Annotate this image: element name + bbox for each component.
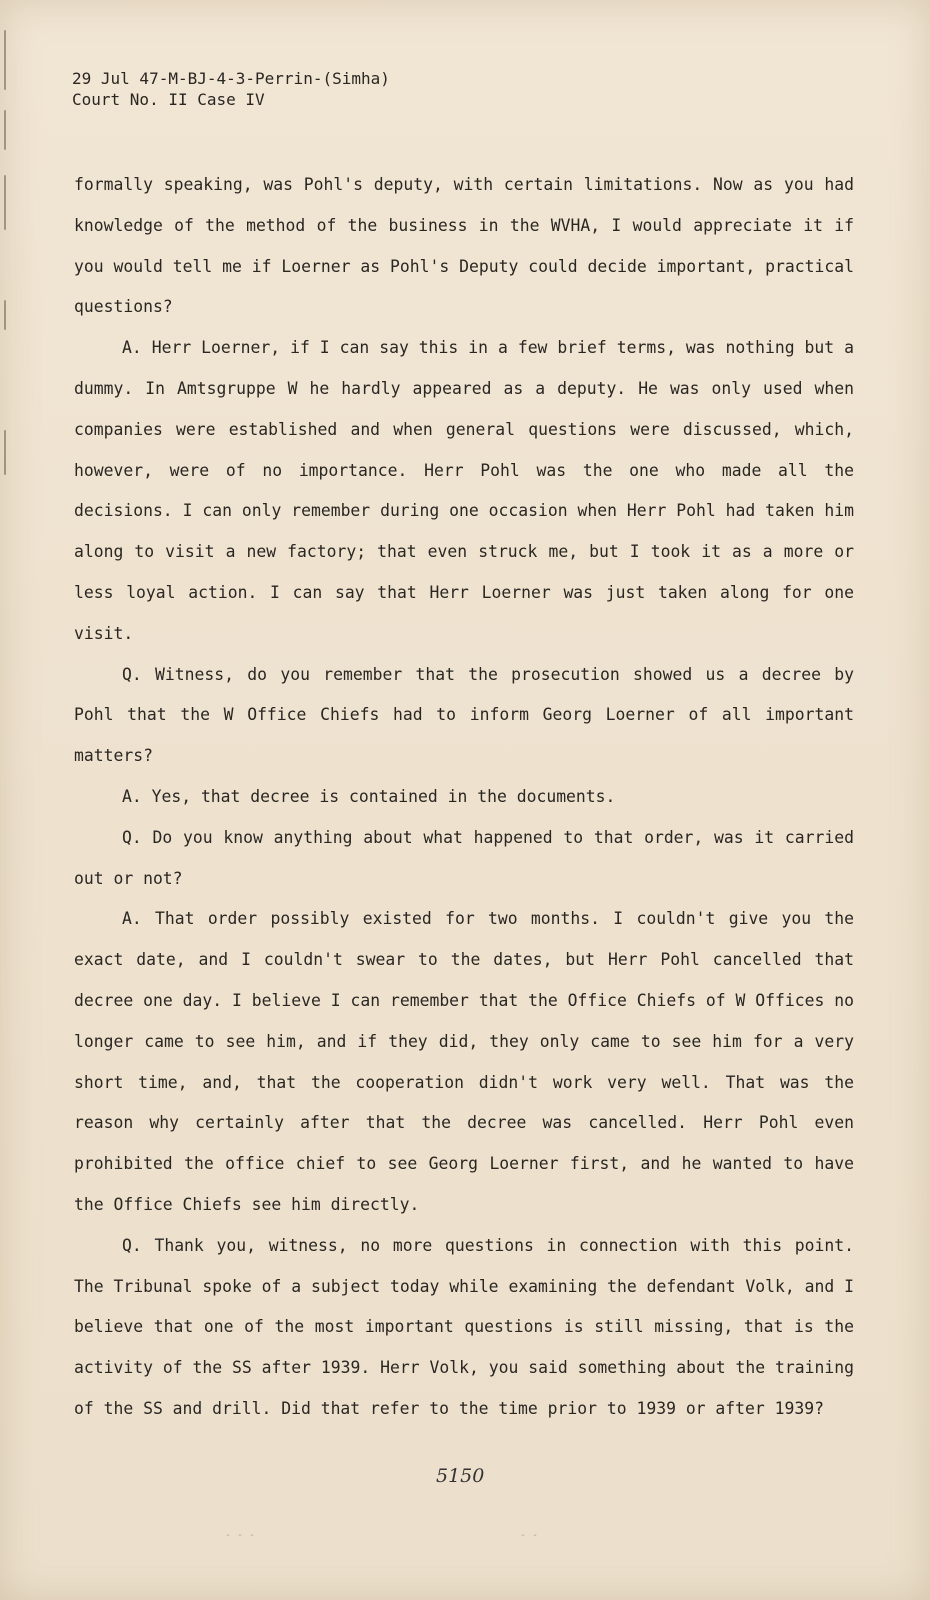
page-number: 5150 bbox=[436, 1465, 485, 1487]
transcript-paragraph: A. Herr Loerner, if I can say this in a few brief terms, was nothing but a dummy. In Amtsgruppe W he hardly appeared as a deputy. He was only used when companies were established and when general questions were discussed, which, however, were of no importance. Herr Pohl was the one who made all the decisions. I can only remember during one occasion when Herr Pohl had taken him along to visit a new factory; that even struck me, but I took it as a more or less loyal action. I can say that Herr Loerner was just taken along for one visit. bbox=[74, 338, 854, 643]
transcript-paragraph: A. That order possibly existed for two months. I couldn't give you the exact date, and I couldn't swear to the dates, but Herr Pohl cancelled that decree one day. I believe I can remember that the Office Chiefs of W Offices no longer came to see him, and if they did, they only came to see him for a very short time, and, that the cooperation didn't work very well. That was the reason why certainly after that the decree was cancelled. Herr Pohl even prohibited the office chief to see Georg Loerner first, and he wanted to have the Office Chiefs see him directly. bbox=[74, 909, 854, 1214]
binding-mark bbox=[4, 430, 6, 475]
scan-artifact: - - - bbox=[225, 1530, 256, 1541]
binding-mark bbox=[4, 175, 6, 230]
header-reference-line: 29 Jul 47-M-BJ-4-3-Perrin-(Simha) bbox=[72, 69, 390, 88]
binding-mark bbox=[4, 110, 6, 150]
transcript-paragraph: Q. Thank you, witness, no more questions in connection with this point. The Tribunal spoke of a subject today while examining the defendant Volk, and I believe that one of the most important questions is still missing, that is the activity of the SS after 1939. Herr Volk, you said something about the training of the SS and drill. Did that refer to the time prior to 1939 or after 1939? bbox=[74, 1235, 854, 1418]
scan-artifact: - - bbox=[520, 1530, 539, 1541]
binding-mark bbox=[4, 300, 6, 330]
document-header bbox=[72, 68, 390, 110]
binding-mark bbox=[4, 30, 6, 90]
transcript-paragraph: Q. Do you know anything about what happened to that order, was it carried out or not? bbox=[74, 827, 854, 888]
transcript-paragraph: formally speaking, was Pohl's deputy, with certain limitations. Now as you had knowledge of the method of the business in the WVHA, I would appreciate it if you would tell me if Loerner as Pohl's Deputy could decide important, practical questions? bbox=[74, 175, 854, 317]
transcript-paragraph: A. Yes, that decree is contained in the documents. bbox=[122, 786, 616, 806]
header-court-line: Court No. II Case IV bbox=[72, 90, 265, 109]
transcript-paragraph: Q. Witness, do you remember that the prosecution showed us a decree by Pohl that the W Office Chiefs had to inform Georg Loerner of all important matters? bbox=[74, 664, 854, 766]
transcript-body bbox=[74, 165, 854, 1430]
